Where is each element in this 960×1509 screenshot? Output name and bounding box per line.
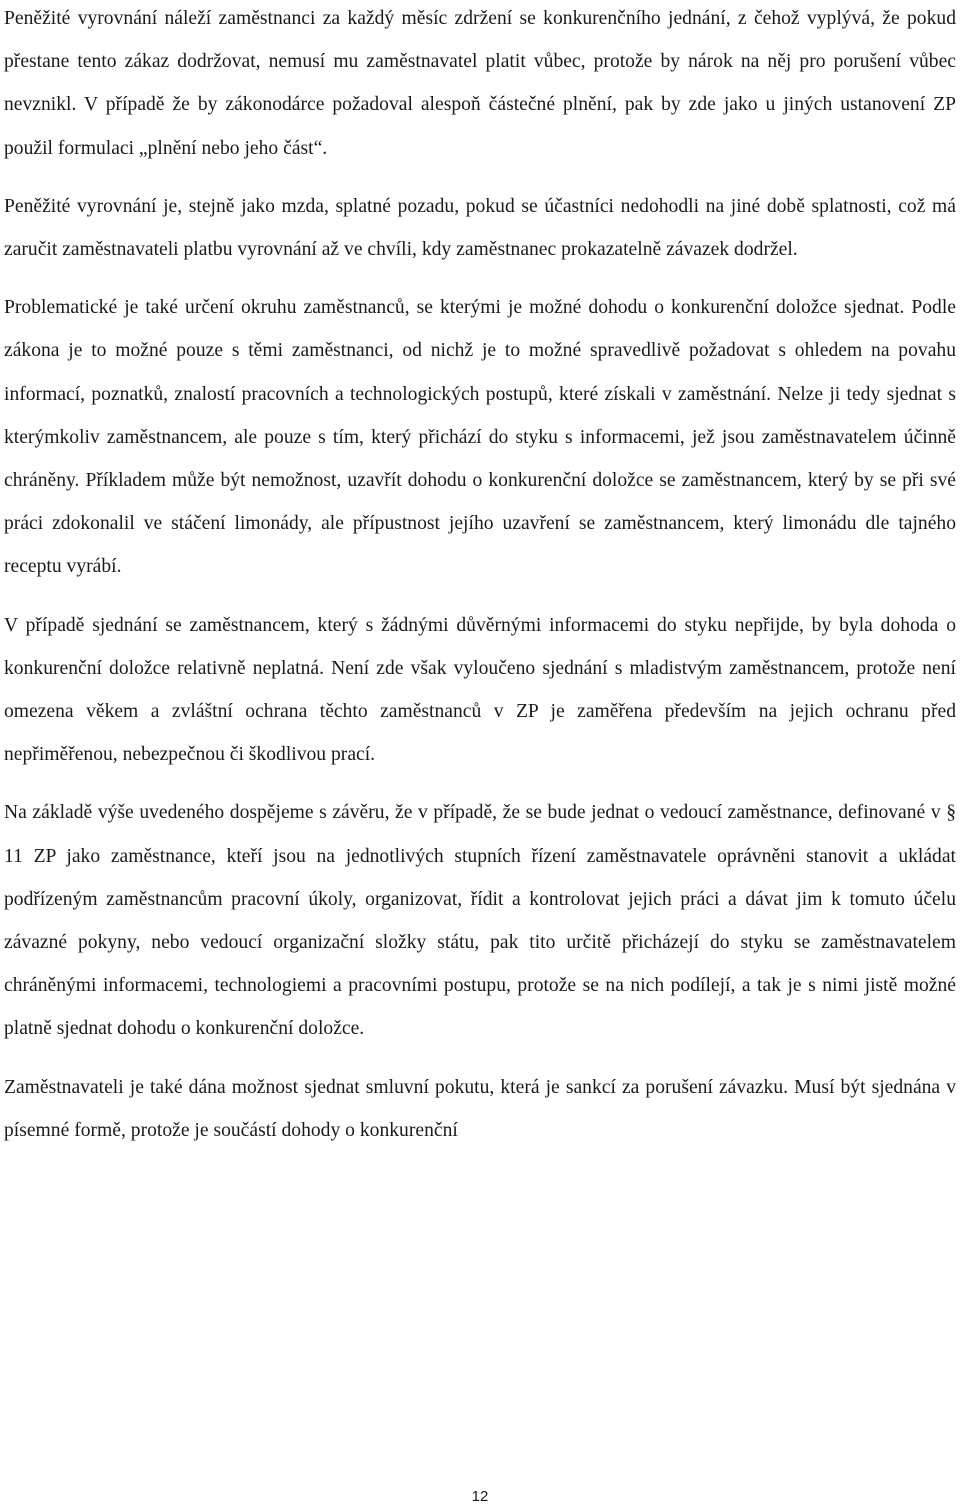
paragraph-4: V případě sjednání se zaměstnancem, který s žádnými důvěrnými informacemi do styku nepřijde, by byla dohoda o konkurenční doložce relativně neplatná. Není zde však vyloučeno sjednání s mladistvým zaměstnancem, protože není omezena věkem a zvláštní ochrana těchto zaměstnanců v ZP je zaměřena především na jejich ochranu před nepřiměřenou, nebezpečnou či škodlivou prací. xyxy=(4,614,956,766)
paragraph-1: Peněžité vyrovnání náleží zaměstnanci za každý měsíc zdržení se konkurenčního jednání, z čehož vyplývá, že pokud přestane tento zákaz dodržovat, nemusí mu zaměstnavatel platit vůbec, protože by nárok na něj pro porušení vůbec nevznikl. V případě že by zákonodárce požadoval alespoň částečné plnění, pak by zde jako u jiných ustanovení ZP použil formulaci „plnění nebo jeho část“. xyxy=(4,8,956,159)
paragraph-3: Problematické je také určení okruhu zaměstnanců, se kterými je možné dohodu o konkurenční doložce sjednat. Podle zákona je to možné pouze s těmi zaměstnanci, od nichž je to možné spravedlivě požadovat s ohledem na povahu informací, poznatků, znalostí pracovních a technologických postupů, které získali v zaměstnání. Nelze ji tedy sjednat s kterýmkoliv zaměstnancem, ale pouze s tím, který přichází do styku s informacemi, jež jsou zaměstnavatelem účinně chráněny. Příkladem může být nemožnost, uzavřít dohodu o konkurenční doložce se zaměstnancem, který by se při své práci zdokonalil ve stáčení limonády, ale přípustnost jejího uzavření se zaměstnancem, který limonádu dle tajného receptu vyrábí. xyxy=(4,297,956,578)
paragraph-6: Zaměstnavateli je také dána možnost sjednat smluvní pokutu, která je sankcí za porušení závazku. Musí být sjednána v písemné formě, protože je součástí dohody o konkurenční xyxy=(4,1076,956,1141)
body-text xyxy=(4,0,956,1167)
paragraph-2: Peněžité vyrovnání je, stejně jako mzda, splatné pozadu, pokud se účastníci nedohodli na jiné době splatnosti, což má zaručit zaměstnavateli platbu vyrovnání až ve chvíli, kdy zaměstnanec prokazatelně závazek dodržel. xyxy=(4,195,956,261)
page-number: 12 xyxy=(471,1488,489,1505)
paragraph-5: Na základě výše uvedeného dospějeme s závěru, že v případě, že se bude jednat o vedoucí zaměstnance, definované v § 11 ZP jako zaměstnance, kteří jsou na jednotlivých stupních řízení zaměstnavatele oprávněni stanovit a ukládat podřízeným zaměstnancům pracovní úkoly, organizovat, řídit a kontrolovat jejich práci a dávat jim k tomuto účelu závazné pokyny, nebo vedoucí organizační složky státu, pak tito určitě přicházejí do styku se zaměstnavatelem chráněnými informacemi, technologiemi a pracovními postupu, protože se na nich podílejí, a tak je s nimi jistě možné platně sjednat dohodu o konkurenční doložce. xyxy=(4,802,956,1040)
